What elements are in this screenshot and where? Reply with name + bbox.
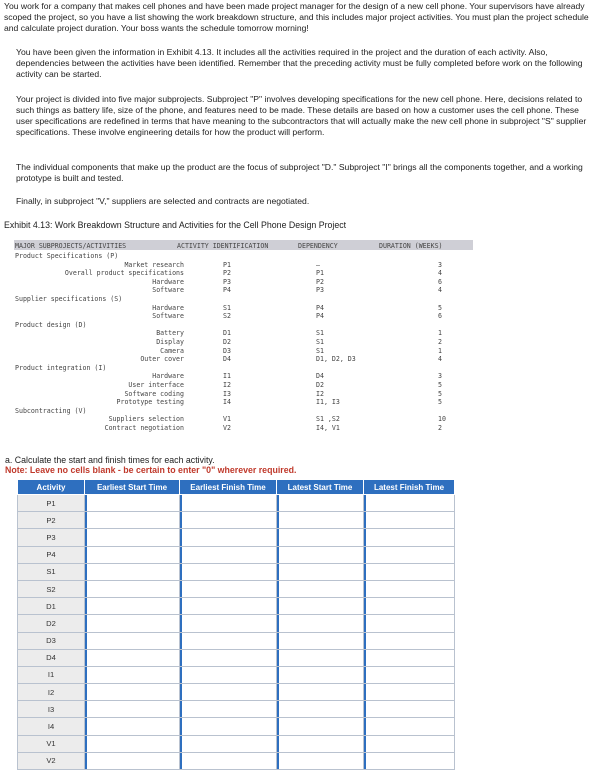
latest-finish-input[interactable] [364, 667, 454, 683]
exhibit-header [14, 240, 473, 250]
earliest-finish-input[interactable] [180, 633, 276, 649]
exhibit-activity-id: P4 [223, 286, 231, 295]
answer-row [18, 563, 455, 580]
earliest-start-input[interactable] [85, 615, 179, 631]
earliest-finish-input[interactable] [180, 718, 276, 734]
latest-finish-input[interactable] [364, 633, 454, 649]
exhibit-duration: 10 [438, 415, 446, 424]
exhibit-activity-id: I2 [223, 381, 231, 389]
latest-finish-input[interactable] [364, 753, 454, 769]
earliest-finish-cell [180, 666, 277, 683]
answer-activity: I4 [18, 718, 85, 735]
earliest-finish-cell [180, 684, 277, 701]
exhibit-activity-row [14, 278, 474, 286]
exhibit-header-id: ACTIVITY IDENTIFICATION [177, 242, 269, 250]
exhibit-activity-id: I1 [223, 372, 231, 381]
latest-finish-input[interactable] [364, 736, 454, 752]
earliest-finish-input[interactable] [180, 564, 276, 580]
earliest-start-input[interactable] [85, 547, 179, 563]
answer-row [18, 752, 455, 769]
latest-finish-cell [364, 701, 455, 718]
earliest-start-cell [85, 735, 180, 752]
latest-finish-input[interactable] [364, 581, 454, 597]
latest-finish-cell [364, 615, 455, 632]
earliest-start-input[interactable] [85, 650, 179, 666]
exhibit-activity: User interface [128, 381, 184, 389]
answer-row [18, 615, 455, 632]
answer-activity: V2 [18, 752, 85, 769]
latest-start-input[interactable] [277, 701, 363, 717]
earliest-start-input[interactable] [85, 598, 179, 614]
intro-text: You work for a company that makes cell phones and have been made project manager for the design of a new cell phone. Your supervisors have already scoped the project, so you have a list showing the work breakdown structure, and this includes major project activities. You must plan the project schedule and calculate project duration. Your boss wants the schedule tomorrow morning! [4, 1, 589, 33]
latest-finish-cell [364, 546, 455, 563]
exhibit-activity-id: I3 [223, 389, 231, 398]
latest-start-input[interactable] [277, 615, 363, 631]
earliest-start-cell [85, 701, 180, 718]
exhibit-dependency: P4 [316, 303, 324, 312]
latest-start-input[interactable] [277, 529, 363, 545]
exhibit-activity-row [14, 381, 474, 389]
exhibit-dependency: S1 [316, 346, 324, 355]
earliest-start-cell [85, 666, 180, 683]
earliest-finish-input[interactable] [180, 667, 276, 683]
earliest-start-input[interactable] [85, 564, 179, 580]
earliest-finish-input[interactable] [180, 598, 276, 614]
exhibit-dependency: D2 [316, 381, 324, 389]
latest-start-input[interactable] [277, 547, 363, 563]
latest-start-input[interactable] [277, 598, 363, 614]
earliest-finish-cell [180, 632, 277, 649]
answer-row [18, 666, 455, 683]
exhibit-activity-row [14, 372, 474, 380]
exhibit-header-duration: DURATION (WEEKS) [379, 242, 443, 250]
latest-finish-input[interactable] [364, 718, 454, 734]
exhibit-activity-id: P3 [223, 277, 231, 286]
earliest-start-input[interactable] [85, 495, 179, 511]
answer-activity: I2 [18, 684, 85, 701]
latest-start-input[interactable] [277, 736, 363, 752]
earliest-start-cell [85, 580, 180, 597]
earliest-start-cell [85, 598, 180, 615]
exhibit-activity-id: V1 [223, 415, 231, 424]
latest-start-cell [277, 632, 364, 649]
exhibit-activity-row [14, 312, 474, 320]
earliest-start-cell [85, 752, 180, 769]
latest-finish-cell [364, 529, 455, 546]
exhibit-activity-id: S1 [223, 303, 231, 312]
latest-finish-cell [364, 752, 455, 769]
answer-activity: P4 [18, 546, 85, 563]
exhibit-activity: Contract negotiation [104, 424, 184, 432]
exhibit-duration: 4 [438, 286, 442, 295]
exhibit-activity-row [14, 269, 474, 277]
latest-finish-input[interactable] [364, 615, 454, 631]
paragraph-suppliers: Finally, in subproject "V," suppliers are selected and contracts are negotiated. [16, 196, 310, 206]
col-latest-start: Latest Start Time [277, 480, 364, 495]
answer-activity: P3 [18, 529, 85, 546]
answer-activity: D3 [18, 632, 85, 649]
latest-finish-input[interactable] [364, 684, 454, 700]
earliest-start-cell [85, 632, 180, 649]
latest-start-cell [277, 752, 364, 769]
exhibit-activity: Software coding [124, 389, 184, 398]
exhibit-activity-id: P1 [223, 260, 231, 269]
latest-finish-cell [364, 666, 455, 683]
latest-start-cell [277, 718, 364, 735]
exhibit-duration: 2 [438, 424, 442, 432]
exhibit-dependency: I2 [316, 389, 324, 398]
exhibit-dependency: — [316, 260, 320, 269]
exhibit-activity-row [14, 355, 474, 363]
latest-finish-cell [364, 684, 455, 701]
exhibit-dependency: S1 [316, 338, 324, 346]
latest-finish-cell [364, 649, 455, 666]
exhibit-activity: Hardware [152, 372, 184, 381]
earliest-finish-cell [180, 563, 277, 580]
latest-finish-input[interactable] [364, 495, 454, 511]
latest-start-cell [277, 598, 364, 615]
answer-row [18, 546, 455, 563]
latest-finish-cell [364, 580, 455, 597]
answer-activity: D1 [18, 598, 85, 615]
answer-activity: P2 [18, 512, 85, 529]
exhibit-group: Product integration (I) [15, 363, 107, 372]
latest-finish-input[interactable] [364, 547, 454, 563]
exhibit-activity: Hardware [152, 277, 184, 286]
exhibit-activity-id: D4 [223, 355, 231, 364]
earliest-start-input[interactable] [85, 684, 179, 700]
answer-activity: I1 [18, 666, 85, 683]
latest-finish-input[interactable] [364, 701, 454, 717]
exhibit-activity-row [14, 304, 474, 312]
earliest-finish-input[interactable] [180, 615, 276, 631]
earliest-finish-cell [180, 718, 277, 735]
answer-row [18, 580, 455, 597]
latest-finish-input[interactable] [364, 598, 454, 614]
latest-finish-cell [364, 512, 455, 529]
exhibit-group-row [14, 321, 474, 329]
earliest-start-input[interactable] [85, 581, 179, 597]
latest-start-input[interactable] [277, 633, 363, 649]
latest-start-input[interactable] [277, 718, 363, 734]
exhibit-activity-row [14, 390, 474, 398]
latest-start-cell [277, 649, 364, 666]
latest-start-input[interactable] [277, 684, 363, 700]
exhibit-duration: 6 [438, 312, 442, 321]
earliest-finish-cell [180, 752, 277, 769]
exhibit-activity: Overall product specifications [64, 269, 184, 278]
latest-start-input[interactable] [277, 667, 363, 683]
earliest-finish-input[interactable] [180, 581, 276, 597]
exhibit-duration: 3 [438, 372, 442, 381]
answer-activity: S1 [18, 563, 85, 580]
earliest-start-input[interactable] [85, 633, 179, 649]
exhibit-activity-id: S2 [223, 312, 231, 321]
exhibit-activity-id: D2 [223, 338, 231, 346]
latest-start-cell [277, 563, 364, 580]
latest-start-cell [277, 546, 364, 563]
earliest-start-cell [85, 529, 180, 546]
exhibit-duration: 2 [438, 338, 442, 346]
earliest-finish-cell [180, 649, 277, 666]
exhibit-activity-row [14, 415, 474, 423]
exhibit-activity: Software [152, 286, 184, 295]
exhibit-activity-id: V2 [223, 424, 231, 432]
earliest-finish-cell [180, 495, 277, 512]
answer-row [18, 735, 455, 752]
exhibit-activity: Camera [160, 346, 184, 355]
exhibit-activity-id: D3 [223, 346, 231, 355]
earliest-finish-input[interactable] [180, 547, 276, 563]
col-latest-finish: Latest Finish Time [364, 480, 455, 495]
exhibit-title: Exhibit 4.13: Work Breakdown Structure and Activities for the Cell Phone Design Project [4, 220, 347, 230]
earliest-start-cell [85, 684, 180, 701]
exhibit-dependency: D1, D2, D3 [316, 355, 356, 364]
exhibit-dependency: P4 [316, 312, 324, 321]
latest-start-input[interactable] [277, 753, 363, 769]
earliest-start-cell [85, 546, 180, 563]
exhibit-dependency: P3 [316, 286, 324, 295]
exhibit-activity-row [14, 261, 474, 269]
earliest-start-cell [85, 563, 180, 580]
latest-finish-cell [364, 563, 455, 580]
col-earliest-finish: Earliest Finish Time [180, 480, 277, 495]
col-activity: Activity [18, 480, 85, 495]
answer-row [18, 529, 455, 546]
earliest-start-input[interactable] [85, 701, 179, 717]
exhibit-activity-row [14, 424, 474, 432]
answer-table [17, 479, 455, 770]
earliest-start-input[interactable] [85, 512, 179, 528]
latest-start-input[interactable] [277, 564, 363, 580]
exhibit-duration: 5 [438, 389, 442, 398]
earliest-finish-cell [180, 529, 277, 546]
answer-row [18, 684, 455, 701]
earliest-finish-cell [180, 735, 277, 752]
earliest-start-input[interactable] [85, 667, 179, 683]
answer-activity: D2 [18, 615, 85, 632]
exhibit-activity: Outer cover [140, 355, 184, 364]
latest-start-cell [277, 495, 364, 512]
answer-activity: S2 [18, 580, 85, 597]
latest-start-input[interactable] [277, 495, 363, 511]
exhibit-duration: 1 [438, 346, 442, 355]
exhibit-activity: Software [152, 312, 184, 321]
answer-activity: V1 [18, 735, 85, 752]
exhibit-dependency: P1 [316, 269, 324, 278]
latest-finish-cell [364, 598, 455, 615]
exhibit-activity: Hardware [152, 303, 184, 312]
exhibit-duration: 6 [438, 277, 442, 286]
earliest-start-cell [85, 512, 180, 529]
exhibit-duration: 5 [438, 398, 442, 407]
paragraph-subprojects: Your project is divided into five major subprojects. Subproject "P" involves developing specifications for the new cell phone. Here, decisions related to such things as battery life, size of the phone, and features need to be made. These details are based on how a customer uses the cell phone. These user specifications are redefined in terms that have meaning to the subcontractors that will actually make the new cell phone in subproject "S" supplier specifications. These involve engineering details for how the product will perform. [16, 94, 587, 137]
exhibit-activity-row [14, 338, 474, 346]
latest-start-cell [277, 735, 364, 752]
exhibit-duration: 5 [438, 381, 442, 389]
earliest-finish-input[interactable] [180, 736, 276, 752]
latest-finish-input[interactable] [364, 650, 454, 666]
latest-finish-input[interactable] [364, 512, 454, 528]
answer-activity: D4 [18, 649, 85, 666]
exhibit-duration: 4 [438, 269, 442, 278]
exhibit-activity: Prototype testing [116, 398, 184, 407]
answer-row [18, 701, 455, 718]
paragraph-components: The individual components that make up the product are the focus of subproject "D." Subproject "I" brings all the components together, and a working prototype is built and tested. [16, 162, 583, 183]
question-label: a. Calculate the start and finish times for each activity. [5, 455, 215, 465]
answer-row [18, 718, 455, 735]
exhibit-activity-id: I4 [223, 398, 231, 407]
earliest-finish-cell [180, 512, 277, 529]
exhibit-group: Subcontracting (V) [15, 406, 87, 415]
exhibit-activity-row [14, 398, 474, 406]
exhibit-header-activities: MAJOR SUBPROJECTS/ACTIVITIES [15, 242, 127, 250]
exhibit-activity: Battery [156, 329, 184, 338]
latest-finish-input[interactable] [364, 564, 454, 580]
exhibit-dependency: I1, I3 [316, 398, 340, 407]
latest-finish-cell [364, 718, 455, 735]
answer-row [18, 632, 455, 649]
latest-start-input[interactable] [277, 650, 363, 666]
exhibit-group-row [14, 295, 474, 303]
latest-finish-cell [364, 735, 455, 752]
exhibit-dependency: D4 [316, 372, 324, 381]
latest-finish-input[interactable] [364, 529, 454, 545]
earliest-finish-input[interactable] [180, 684, 276, 700]
earliest-finish-cell [180, 546, 277, 563]
earliest-finish-input[interactable] [180, 495, 276, 511]
latest-start-input[interactable] [277, 512, 363, 528]
exhibit-activity: Market research [124, 260, 184, 269]
latest-start-input[interactable] [277, 581, 363, 597]
col-earliest-start: Earliest Start Time [85, 480, 180, 495]
exhibit-activity: Suppliers selection [108, 415, 184, 424]
earliest-start-cell [85, 649, 180, 666]
latest-start-cell [277, 529, 364, 546]
answer-row [18, 512, 455, 529]
earliest-start-input[interactable] [85, 718, 179, 734]
earliest-finish-input[interactable] [180, 650, 276, 666]
answer-row [18, 598, 455, 615]
exhibit-group-row [14, 407, 474, 415]
question-note: Note: Leave no cells blank - be certain to enter "0" wherever required. [5, 465, 297, 475]
latest-start-cell [277, 701, 364, 718]
earliest-start-input[interactable] [85, 736, 179, 752]
exhibit-group: Supplier specifications (S) [15, 295, 123, 303]
answer-row [18, 649, 455, 666]
exhibit-group: Product Specifications (P) [15, 252, 119, 260]
answer-row [18, 495, 455, 512]
exhibit-duration: 4 [438, 355, 442, 364]
exhibit-activity-row [14, 286, 474, 294]
earliest-finish-input[interactable] [180, 701, 276, 717]
exhibit-activity-row [14, 329, 474, 337]
earliest-finish-input[interactable] [180, 512, 276, 528]
exhibit-activity-id: P2 [223, 269, 231, 278]
latest-finish-cell [364, 495, 455, 512]
exhibit-duration: 5 [438, 303, 442, 312]
earliest-finish-input[interactable] [180, 753, 276, 769]
exhibit-duration: 1 [438, 329, 442, 338]
exhibit-activity-row [14, 347, 474, 355]
latest-start-cell [277, 666, 364, 683]
earliest-finish-cell [180, 598, 277, 615]
latest-start-cell [277, 615, 364, 632]
exhibit-activity: Display [156, 338, 184, 346]
earliest-start-cell [85, 615, 180, 632]
answer-activity: I3 [18, 701, 85, 718]
exhibit-group: Product design (D) [15, 320, 87, 329]
latest-start-cell [277, 512, 364, 529]
earliest-start-cell [85, 495, 180, 512]
earliest-start-input[interactable] [85, 529, 179, 545]
exhibit-duration: 3 [438, 260, 442, 269]
exhibit-dependency: P2 [316, 277, 324, 286]
exhibit-activity-id: D1 [223, 329, 231, 338]
earliest-finish-cell [180, 615, 277, 632]
earliest-start-cell [85, 718, 180, 735]
exhibit-group-row [14, 252, 474, 260]
answer-activity: P1 [18, 495, 85, 512]
latest-finish-cell [364, 632, 455, 649]
exhibit-dependency: S1 ,S2 [316, 415, 340, 424]
exhibit-group-row [14, 364, 474, 372]
exhibit-dependency: S1 [316, 329, 324, 338]
earliest-finish-cell [180, 701, 277, 718]
paragraph-exhibit-info: You have been given the information in Exhibit 4.13. It includes all the activities required in the project and the duration of each activity. Also, dependencies between the activities have been identified. Remember that the preceding activity must be fully completed before work on the following activity can be started. [16, 47, 583, 79]
latest-start-cell [277, 580, 364, 597]
earliest-finish-cell [180, 580, 277, 597]
earliest-start-input[interactable] [85, 753, 179, 769]
exhibit-header-dependency: DEPENDENCY [298, 242, 338, 250]
latest-start-cell [277, 684, 364, 701]
earliest-finish-input[interactable] [180, 529, 276, 545]
exhibit-dependency: I4, V1 [316, 424, 340, 432]
